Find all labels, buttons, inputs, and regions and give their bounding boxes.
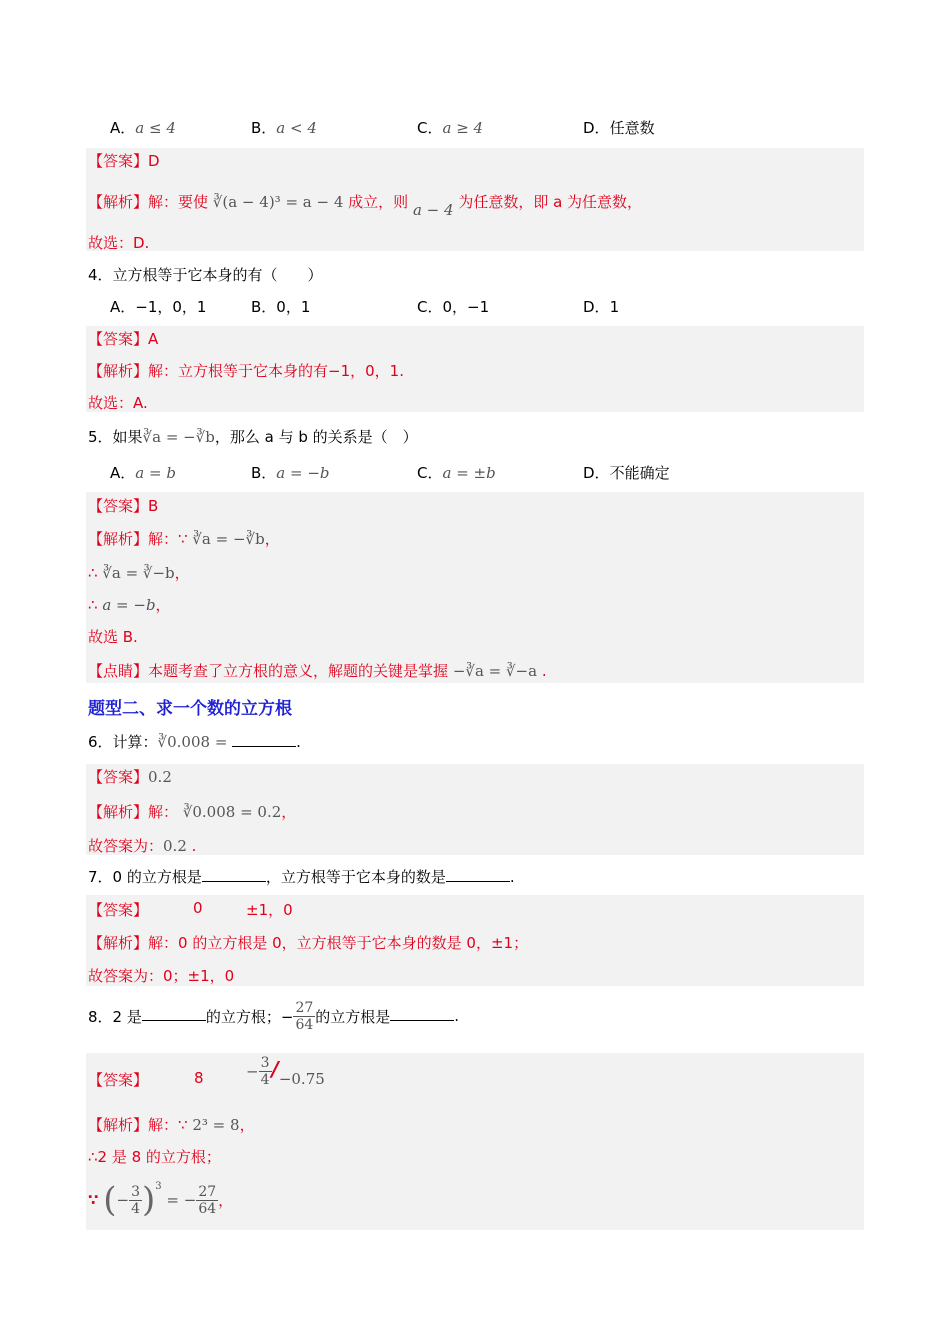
q3-answer: 【答案】D: [88, 152, 160, 170]
q8-answer-1: 8: [194, 1069, 204, 1087]
q5-analysis-line1: 【解析】解：∵ ∛a = −∛b，: [88, 530, 280, 548]
q4-answer: 【答案】A: [88, 330, 159, 348]
q3-conclusion: 故选：D.: [88, 234, 150, 252]
q8-stem: 8．2 是 的立方根；− $\frac{27}{64}$ 的立方根是 .: [88, 1000, 460, 1033]
q4-stem: 4．立方根等于它本身的有（ ）: [88, 266, 323, 284]
q3-option-b: B．a < 4: [251, 119, 317, 137]
q5-answer: 【答案】B: [88, 497, 159, 515]
q8-line3: ∵ (− $\frac{3}{4}$ )$^3$ = − $\frac{27}{64}$ ，: [88, 1180, 234, 1220]
q8-blank-2[interactable]: [390, 1006, 454, 1021]
q5-option-c: C．a = ±b: [417, 464, 496, 482]
q5-analysis-line2: ∴ ∛a = ∛−b，: [88, 564, 190, 582]
q3-analysis: 【解析】解：要使 ∛(a − 4)³ = a − 4 成立，则 a − 4 为任意数，即 a 为任意数，: [88, 193, 643, 219]
q7-answer-label: 【答案】: [88, 901, 149, 919]
q8-answer-2: − $\frac{3}{4}$ /−0.75: [246, 1055, 325, 1088]
q6-blank[interactable]: [232, 732, 296, 747]
q5-answer-box: [86, 492, 864, 683]
q6-answer: 【答案】0.2: [88, 768, 172, 786]
q5-conclusion: 故选 B.: [88, 628, 138, 646]
q8-line2: ∴2 是 8 的立方根；: [88, 1148, 221, 1166]
q8-answer-fraction: $\frac{3}{4}$: [260, 1055, 270, 1088]
q8-answer-label: 【答案】: [88, 1071, 149, 1089]
q4-option-c: C．0，−1: [417, 298, 490, 316]
q6-stem: 6．计算：∛0.008 = .: [88, 733, 301, 751]
q5-analysis-line3: ∴ a = −b，: [88, 596, 171, 614]
q4-option-d: D．1: [583, 298, 620, 316]
q3-option-a: A．a ≤ 4: [110, 119, 176, 137]
q8-analysis: 【解析】解：∵ 2³ = 8，: [88, 1116, 255, 1134]
q7-answer-2: ±1，0: [246, 901, 293, 919]
q5-comment: 【点睛】本题考查了立方根的意义，解题的关键是掌握 −∛a = ∛−a .: [88, 662, 547, 680]
q7-blank-2[interactable]: [446, 867, 510, 882]
q7-answer-1: 0: [193, 899, 203, 917]
q8-stem-fraction: $\frac{27}{64}$: [295, 1000, 314, 1033]
q7-analysis: 【解析】解：0 的立方根是 0，立方根等于它本身的数是 0，±1；: [88, 934, 529, 952]
q4-option-b: B．0，1: [251, 298, 311, 316]
q7-blank-1[interactable]: [202, 867, 266, 882]
q5-stem: 5．如果∛a = −∛b，那么 a 与 b 的关系是（ ）: [88, 428, 418, 446]
q7-conclusion: 故答案为：0；±1，0: [88, 967, 235, 985]
q5-option-a: A．a = b: [110, 464, 176, 482]
section-title: 题型二、求一个数的立方根: [88, 699, 292, 719]
q4-option-a: A．−1，0，1: [110, 298, 207, 316]
q7-stem: 7．0 的立方根是 ，立方根等于它本身的数是 .: [88, 868, 515, 886]
q6-conclusion: 故答案为：0.2 .: [88, 837, 197, 855]
q5-option-d: D．不能确定: [583, 464, 670, 482]
q4-conclusion: 故选：A.: [88, 394, 148, 412]
q4-analysis: 【解析】解：立方根等于它本身的有−1，0，1.: [88, 362, 404, 380]
q6-analysis: 【解析】解： ∛0.008 = 0.2，: [88, 803, 297, 821]
q3-option-d: D．任意数: [583, 119, 655, 137]
q8-blank-1[interactable]: [142, 1006, 206, 1021]
q5-option-b: B．a = −b: [251, 464, 330, 482]
q3-option-c: C．a ≥ 4: [417, 119, 484, 137]
